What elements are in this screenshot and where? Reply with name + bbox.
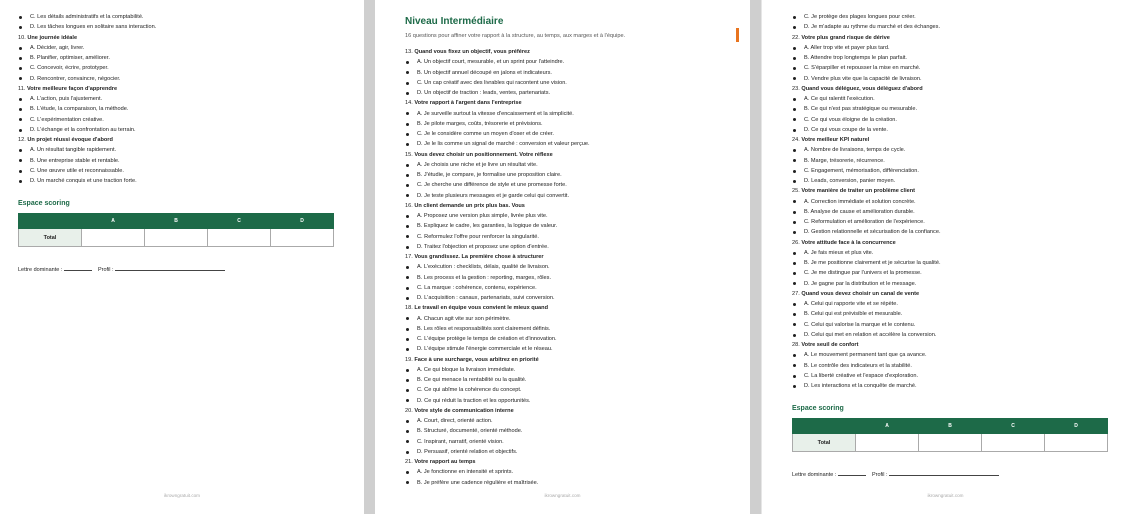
- answer-option: B. Analyse de cause et amélioration durable.: [792, 207, 1115, 217]
- question-number: 13.: [405, 49, 413, 55]
- question-heading: [18, 135, 348, 145]
- dominant-label: Lettre dominante :: [792, 472, 837, 479]
- answer-option: B. Les process et la gestion : reporting, marges, rôles.: [405, 273, 730, 283]
- page-gap: [750, 0, 761, 514]
- answer-option: D. L'équipe stimule l'énergie commerciale et le réseau.: [405, 344, 730, 354]
- question-number: 28.: [792, 342, 800, 348]
- answer-option: C. Engagement, mémorisation, différenciation.: [792, 166, 1115, 176]
- question-heading: [405, 406, 730, 416]
- question-text: Quand vous fixez un objectif, vous préférez: [414, 49, 530, 55]
- scoring-cell-d[interactable]: [271, 229, 334, 247]
- question-heading: [405, 98, 730, 108]
- answer-option: B. Je me positionne clairement et je sécurise la qualité.: [792, 258, 1115, 268]
- dominant-blank[interactable]: [64, 270, 92, 271]
- question-list: [405, 47, 730, 488]
- answer-option: C. Celui qui valorise la marque et le contenu.: [792, 320, 1115, 330]
- scoring-cell-a[interactable]: [856, 434, 919, 452]
- answer-option: A. Court, direct, orienté action.: [405, 416, 730, 426]
- answer-option: A. Le mouvement permanent tant que ça avance.: [792, 350, 1115, 360]
- scoring-header-c: C: [208, 214, 271, 229]
- question-heading: [792, 135, 1115, 145]
- question-text: Face à une surcharge, vous arbitrez en priorité: [414, 356, 539, 363]
- answer-option: A. Ce qui bloque la livraison immédiate.: [405, 365, 730, 375]
- answer-option: B. Le contrôle des indicateurs et la stabilité.: [792, 361, 1115, 371]
- question-text: Votre rapport à l'argent dans l'entreprise: [414, 100, 522, 107]
- dominant-label: Lettre dominante :: [18, 267, 63, 274]
- question-text: Votre style de communication interne: [414, 407, 514, 414]
- question-heading: [792, 186, 1115, 196]
- cursor-marker: [736, 28, 739, 42]
- answer-option: D. Vendre plus vite que la capacité de livraison.: [792, 74, 1115, 84]
- answer-option: A. Ce qui ralentit l'exécution.: [792, 94, 1115, 104]
- answer-option: B. Marge, trésorerie, récurrence.: [792, 156, 1115, 166]
- question-number: 20.: [405, 407, 413, 414]
- answer-option: B. Je pilote marges, coûts, trésorerie et prévisions.: [405, 119, 730, 129]
- answer-option: D. Les tâches longues en solitaire sans interaction.: [18, 22, 348, 32]
- section-title: Niveau Intermédiaire: [405, 16, 504, 27]
- question-text: Un client demande un prix plus bas. Vous: [414, 202, 525, 209]
- answer-option: A. Correction immédiate et solution concrète.: [792, 197, 1115, 207]
- dominant-line: [792, 472, 1115, 478]
- answer-option: D. Persuasif, orienté relation et objectifs.: [405, 447, 730, 457]
- question-text: Votre plus grand risque de dérive: [801, 34, 890, 41]
- answer-option: C. Je me distingue par l'univers et la promesse.: [792, 268, 1115, 278]
- question-number: 25.: [792, 188, 800, 195]
- answer-option: C. Je protège des plages longues pour créer.: [792, 12, 1115, 22]
- answer-option: C. L'équipe protège le temps de création et d'innovation.: [405, 334, 730, 344]
- question-number: 11.: [18, 85, 26, 92]
- answer-option: C. Les détails administratifs et la comptabilité.: [18, 12, 348, 22]
- question-number: 23.: [792, 85, 800, 92]
- question-list: [792, 12, 1115, 391]
- scoring-cell-c[interactable]: [982, 434, 1045, 452]
- scoring-cell-b[interactable]: [145, 229, 208, 247]
- question-list: [18, 12, 348, 186]
- question-heading: [405, 201, 730, 211]
- answer-option: A. Je choisis une niche et je livre un résultat vite.: [405, 160, 730, 170]
- scoring-total-label: Total: [793, 434, 856, 452]
- question-heading: [792, 33, 1115, 43]
- answer-option: C. Une œuvre utile et reconnaissable.: [18, 166, 348, 176]
- question-text: Une journée idéale: [27, 34, 78, 41]
- answer-option: D. Un objectif de traction : leads, ventes, partenariats.: [405, 88, 730, 98]
- question-number: 22.: [792, 34, 800, 41]
- answer-option: B. Planifier, optimiser, améliorer.: [18, 53, 348, 63]
- profile-blank[interactable]: [889, 475, 999, 476]
- question-number: 17.: [405, 254, 413, 260]
- question-heading: [18, 33, 348, 43]
- question-heading: [405, 150, 730, 160]
- question-text: Quand vous déléguez, vous déléguez d'abord: [801, 85, 923, 92]
- profile-label: Profil :: [872, 472, 888, 479]
- answer-option: A. Chacun agit vite sur son périmètre.: [405, 314, 730, 324]
- question-heading: [792, 340, 1115, 350]
- question-text: Vous devez choisir un positionnement. Votre réflexe: [414, 151, 553, 158]
- question-text: Vous grandissez. La première chose à structurer: [414, 254, 544, 260]
- question-number: 19.: [405, 356, 413, 363]
- question-text: Votre attitude face à la concurrence: [801, 239, 896, 246]
- answer-option: B. Les rôles et responsabilités sont clairement définis.: [405, 324, 730, 334]
- answer-option: B. Je préfère une cadence régulière et maîtrisée.: [405, 478, 730, 488]
- question-text: Votre meilleure façon d'apprendre: [26, 85, 118, 92]
- question-heading: [405, 47, 730, 57]
- document-page-3: [762, 0, 1129, 514]
- question-heading: [792, 289, 1115, 299]
- question-number: 15.: [405, 151, 413, 158]
- answer-option: D. Celui qui met en relation et accélère la conversion.: [792, 330, 1115, 340]
- answer-option: C. Je cherche une différence de style et une promesse forte.: [405, 180, 730, 190]
- question-number: 27.: [792, 290, 800, 297]
- question-text: Le travail en équipe vous convient le mieux quand: [414, 305, 549, 312]
- answer-option: D. Ce qui réduit la traction et les opportunités.: [405, 396, 730, 406]
- answer-option: A. Proposez une version plus simple, livrée plus vite.: [405, 211, 730, 221]
- answer-option: C. La liberté créative et l'espace d'exploration.: [792, 371, 1115, 381]
- answer-option: C. Reformulation et amélioration de l'expérience.: [792, 217, 1115, 227]
- answer-option: C. L'expérimentation créative.: [18, 115, 348, 125]
- answer-option: A. Décider, agir, livrer.: [18, 43, 348, 53]
- scoring-header-c: C: [982, 419, 1045, 434]
- answer-option: B. Ce qui n'est pas stratégique ou mesurable.: [792, 104, 1115, 114]
- scoring-header-d: D: [271, 214, 334, 229]
- answer-option: D. Un marché conquis et une traction forte.: [18, 176, 348, 186]
- question-number: 14.: [405, 100, 413, 107]
- answer-option: B. Une entreprise stable et rentable.: [18, 156, 348, 166]
- answer-option: C. Ce qui vous éloigne de la création.: [792, 115, 1115, 125]
- answer-option: C. Je le considère comme un moyen d'oser et de créer.: [405, 129, 730, 139]
- document-page-1: [0, 0, 364, 514]
- section-subtitle: 16 questions pour affiner votre rapport à la structure, au temps, aux marges et à l'équipe.: [405, 33, 626, 39]
- question-number: 26.: [792, 239, 800, 246]
- answer-option: D. Je gagne par la distribution et le message.: [792, 279, 1115, 289]
- profile-label: Profil :: [98, 267, 114, 274]
- answer-option: D. Leads, conversion, panier moyen.: [792, 176, 1115, 186]
- page-footer: ikrowngratuit.com: [164, 493, 200, 498]
- answer-option: A. Je fais mieux et plus vite.: [792, 248, 1115, 258]
- answer-option: C. La marque : cohérence, contenu, expérience.: [405, 283, 730, 293]
- dominant-blank[interactable]: [838, 475, 866, 476]
- scoring-table: [18, 213, 334, 247]
- answer-option: D. Je teste plusieurs messages et je garde celui qui convertit.: [405, 191, 730, 201]
- answer-option: D. Je le lis comme un signal de marché : conversion et valeur perçue.: [405, 139, 730, 149]
- answer-option: C. Un cap créatif avec des livrables qui racontent une vision.: [405, 78, 730, 88]
- document-page-2: [375, 0, 750, 514]
- answer-option: A. Nombre de livraisons, temps de cycle.: [792, 145, 1115, 155]
- question-number: 24.: [792, 137, 800, 143]
- scoring-title: Espace scoring: [18, 200, 70, 208]
- answer-option: B. Un objectif annuel découpé en jalons et indicateurs.: [405, 68, 730, 78]
- question-heading: [792, 238, 1115, 248]
- answer-option: D. L'acquisition : canaux, partenariats, suivi conversion.: [405, 293, 730, 303]
- answer-option: A. Un objectif court, mesurable, et un sprint pour l'atteindre.: [405, 57, 730, 67]
- answer-option: A. Un résultat tangible rapidement.: [18, 145, 348, 155]
- answer-option: D. Ce qui vous coupe de la vente.: [792, 125, 1115, 135]
- answer-option: B. Attendre trop longtemps le plan parfait.: [792, 53, 1115, 63]
- question-number: 18.: [405, 305, 413, 312]
- answer-option: B. J'étudie, je compare, je formalise une proposition claire.: [405, 170, 730, 180]
- dominant-line: [18, 267, 348, 273]
- question-text: Votre rapport au temps: [414, 459, 476, 465]
- answer-option: D. Traitez l'objection et proposez une option d'entrée.: [405, 242, 730, 252]
- page-gap: [364, 0, 375, 514]
- answer-option: D. Gestion relationnelle et sécurisation de la confiance.: [792, 227, 1115, 237]
- question-heading: [405, 252, 730, 262]
- question-heading: [18, 84, 348, 94]
- answer-option: D. L'échange et la confrontation au terrain.: [18, 125, 348, 135]
- scoring-cell-a[interactable]: [82, 229, 145, 247]
- scoring-header-a: A: [82, 214, 145, 229]
- question-text: Votre meilleur KPI naturel: [801, 137, 870, 143]
- question-heading: [405, 355, 730, 365]
- page-footer: ikrowngratuit.com: [544, 493, 581, 498]
- answer-option: D. Je m'adapte au rythme du marché et des échanges.: [792, 22, 1115, 32]
- answer-option: C. Ce qui abîme la cohérence du concept.: [405, 385, 730, 395]
- scoring-total-label: Total: [19, 229, 82, 247]
- question-text: Quand vous devez choisir un canal de vente: [801, 290, 920, 297]
- question-number: 16.: [405, 202, 413, 209]
- answer-option: B. L'étude, la comparaison, la méthode.: [18, 104, 348, 114]
- answer-option: A. L'exécution : checklists, délais, qualité de livraison.: [405, 262, 730, 272]
- question-number: 12.: [18, 137, 26, 143]
- answer-option: B. Expliquez le cadre, les garanties, la logique de valeur.: [405, 221, 730, 231]
- question-heading: [405, 303, 730, 313]
- answer-option: A. Je surveille surtout la vitesse d'encaissement et la simplicité.: [405, 109, 730, 119]
- answer-option: A. L'action, puis l'ajustement.: [18, 94, 348, 104]
- scoring-header-a: A: [856, 419, 919, 434]
- answer-option: B. Ce qui menace la rentabilité ou la qualité.: [405, 375, 730, 385]
- answer-option: C. Inspirant, narratif, orienté vision.: [405, 437, 730, 447]
- scoring-header-d: D: [1045, 419, 1108, 434]
- scoring-header-b: B: [145, 214, 208, 229]
- scoring-header-b: B: [919, 419, 982, 434]
- question-text: Un projet réussi évoque d'abord: [27, 137, 113, 143]
- answer-option: C. Concevoir, écrire, prototyper.: [18, 63, 348, 73]
- answer-option: B. Structuré, documenté, orienté méthode.: [405, 426, 730, 436]
- question-number: 10.: [18, 34, 26, 41]
- scoring-table: [792, 418, 1108, 452]
- scoring-cell-b[interactable]: [919, 434, 982, 452]
- question-text: Votre seuil de confort: [801, 342, 859, 348]
- answer-option: A. Aller trop vite et payer plus tard.: [792, 43, 1115, 53]
- question-number: 21.: [405, 459, 413, 465]
- answer-option: C. Reformulez l'offre pour renforcer la singularité.: [405, 232, 730, 242]
- question-text: Votre manière de traiter un problème client: [801, 188, 916, 195]
- scoring-title: Espace scoring: [792, 405, 844, 413]
- question-heading: [405, 457, 730, 467]
- answer-option: D. Les interactions et la conquête de marché.: [792, 381, 1115, 391]
- question-heading: [792, 84, 1115, 94]
- answer-option: D. Rencontrer, convaincre, négocier.: [18, 74, 348, 84]
- page-footer: ikrowngratuit.com: [927, 493, 964, 498]
- scoring-cell-d[interactable]: [1045, 434, 1108, 452]
- profile-blank[interactable]: [115, 270, 225, 271]
- answer-option: B. Celui qui est prévisible et mesurable.: [792, 309, 1115, 319]
- answer-option: A. Celui qui rapporte vite et se répète.: [792, 299, 1115, 309]
- answer-option: A. Je fonctionne en intensité et sprints.: [405, 467, 730, 477]
- answer-option: C. S'éparpiller et repousser la mise en marché.: [792, 63, 1115, 73]
- scoring-cell-c[interactable]: [208, 229, 271, 247]
